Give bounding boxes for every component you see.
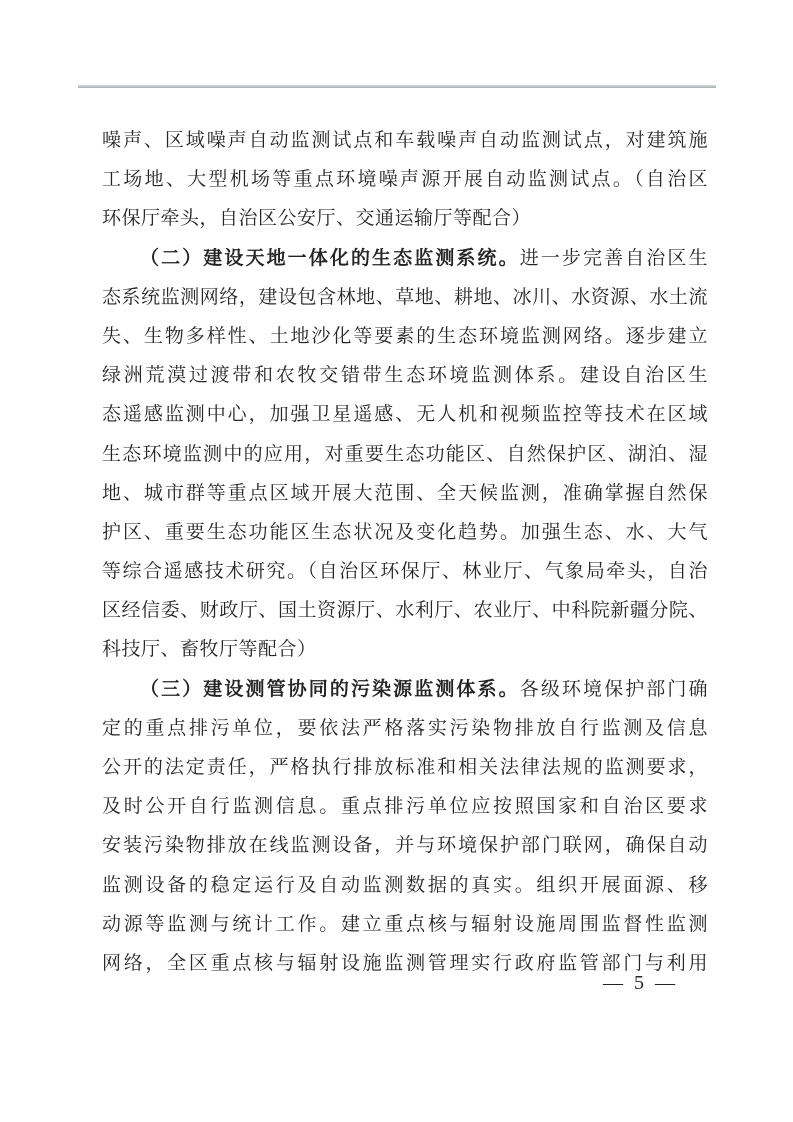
text-line: 公开的法定责任，严格执行排放标准和相关法律法规的监测要求， <box>102 757 708 778</box>
text-line: （二）建设天地一体化的生态监测系统。进一步完善自治区生 <box>140 247 708 269</box>
paragraph <box>102 239 708 670</box>
text-line: 工场地、大型机场等重点环境噪声源开展自动监测试点。（自治区 <box>102 169 708 191</box>
document-body <box>102 121 708 983</box>
text-line: 地、城市群等重点区域开展大范围、全天候监测，准确掌握自然保 <box>102 482 708 504</box>
paragraph <box>102 670 708 984</box>
text-line: 绿洲荒漠过渡带和农牧交错带生态环境监测体系。建设自治区生 <box>102 365 708 387</box>
clause-heading: （三）建设测管协同的污染源监测体系。 <box>140 678 520 700</box>
text-line: 生态环境监测中的应用，对重要生态功能区、自然保护区、湖泊、湿 <box>102 443 708 465</box>
text-line: 噪声、区域噪声自动监测试点和车载噪声自动监测试点，对建筑施 <box>102 130 708 151</box>
text-line: 定的重点排污单位，要依法严格落实污染物排放自行监测及信息 <box>102 717 708 739</box>
clause-heading: （二）建设天地一体化的生态监测系统。 <box>140 247 520 269</box>
header-rule <box>78 85 716 88</box>
page-number: — 5 — <box>603 972 678 994</box>
text-line: 态系统监测网络，建设包含林地、草地、耕地、冰川、水资源、水土流 <box>102 286 708 308</box>
text-line: 环保厅牵头，自治区公安厅、交通运输厅等配合） <box>102 208 532 230</box>
text-line: 等综合遥感技术研究。（自治区环保厅、林业厅、气象局牵头，自治 <box>102 561 708 583</box>
text-line: 监测设备的稳定运行及自动监测数据的真实。组织开展面源、移 <box>102 874 708 896</box>
text-line: 网络，全区重点核与辐射设施监测管理实行政府监管部门与利用 <box>102 952 708 974</box>
text-line: （三）建设测管协同的污染源监测体系。各级环境保护部门确 <box>140 678 708 700</box>
text-line: 动源等监测与统计工作。建立重点核与辐射设施周围监督性监测 <box>102 913 708 935</box>
text-line: 及时公开自行监测信息。重点排污单位应按照国家和自治区要求 <box>102 796 708 818</box>
text-line: 态遥感监测中心，加强卫星遥感、无人机和视频监控等技术在区域 <box>102 404 708 426</box>
text-line: 区经信委、财政厅、国土资源厅、水利厅、农业厅、中科院新疆分院、 <box>102 600 708 622</box>
text-line: 科技厅、畜牧厅等配合） <box>102 639 317 661</box>
text-line: 安装污染物排放在线监测设备，并与环境保护部门联网，确保自动 <box>102 835 708 857</box>
paragraph <box>102 121 708 239</box>
text-line: 失、生物多样性、土地沙化等要素的生态环境监测网络。逐步建立 <box>102 325 708 347</box>
text-line: 护区、重要生态功能区生态状况及变化趋势。加强生态、水、大气 <box>102 521 708 543</box>
